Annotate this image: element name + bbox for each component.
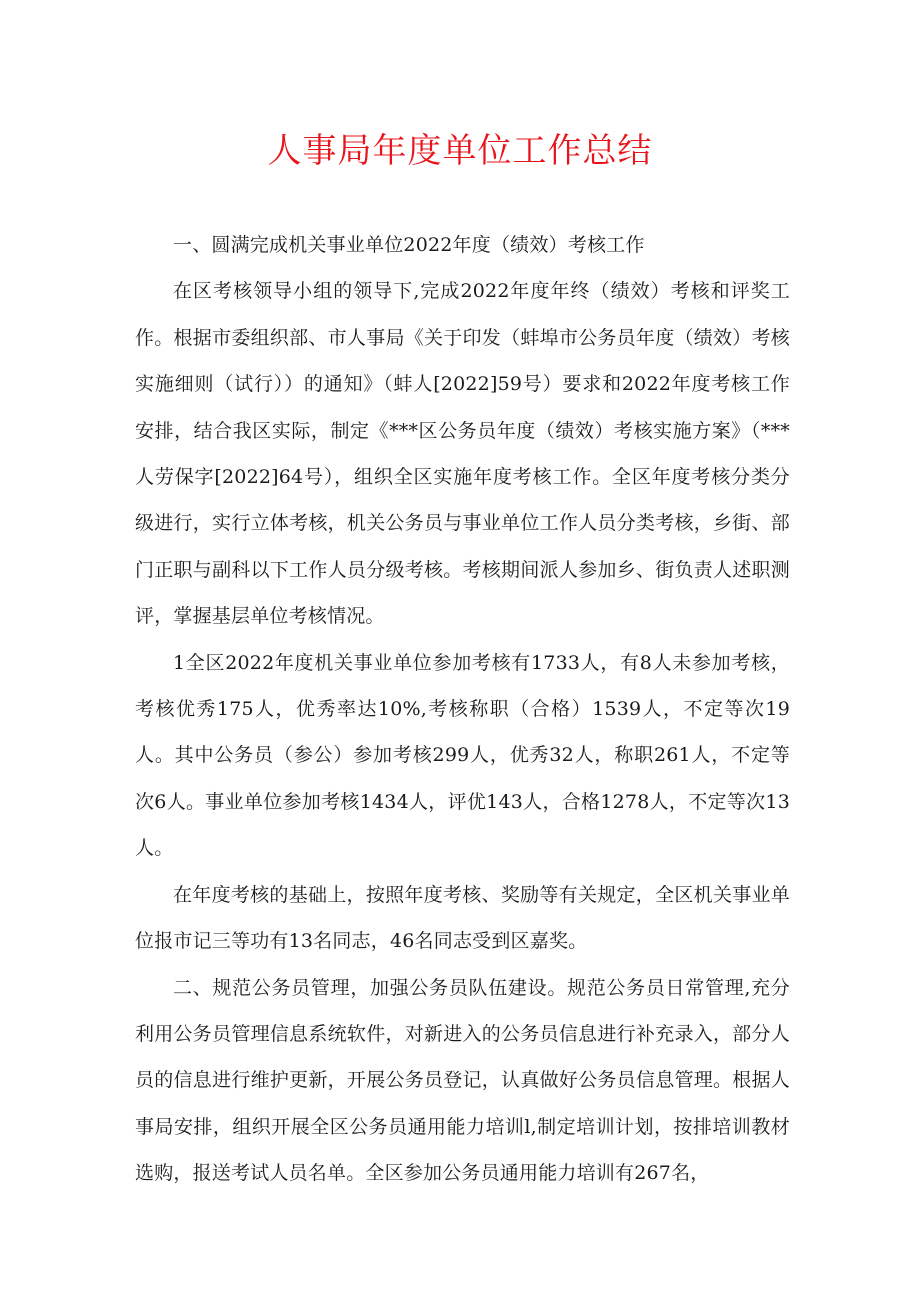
section-heading-2-paragraph: 二、规范公务员管理，加强公务员队伍建设。规范公务员日常管理,充分利用公务员管理信息系统软件，对新进入的公务员信息进行补充录入，部分人员的信息进行维护更新，开展公务员登记，认真做好公务员信息管理。根据人事局安排，组织开展全区公务员通用能力培训l,制定培训计划，按排培训教材选购，报送考试人员名单。全区参加公务员通用能力培训有267名， bbox=[135, 976, 790, 1185]
document-title: 人事局年度单位工作总结 bbox=[267, 131, 653, 171]
document-body bbox=[135, 222, 790, 1197]
section-heading-1: 一、圆满完成机关事业单位2022年度（绩效）考核工作 bbox=[173, 234, 645, 256]
body-paragraph: 1全区2022年度机关事业单位参加考核有1733人，有8人未参加考核，考核优秀175人，优秀率达10%,考核称职（合格）1539人，不定等次19人。其中公务员（参公）参加考核299人，优秀32人，称职261人，不定等次6人。事业单位参加考核1434人，评优143人，合格1278人，不定等次13人。 bbox=[135, 651, 790, 860]
body-paragraph: 在区考核领导小组的领导下,完成2022年度年终（绩效）考核和评奖工作。根据市委组织部、市人事局《关于印发（蚌埠市公务员年度（绩效）考核实施细则（试行））的通知》（蚌人[2022]59号）要求和2022年度考核工作安排，结合我区实际，制定《***区公务员年度（绩效）考核实施方案》（***人劳保字[2022]64号），组织全区实施年度考核工作。全区年度考核分类分级进行，实行立体考核，机关公务员与事业单位工作人员分类考核，乡街、部门正职与副科以下工作人员分级考核。考核期间派人参加乡、街负责人述职测评，掌握基层单位考核情况。 bbox=[135, 280, 790, 628]
body-paragraph: 在年度考核的基础上，按照年度考核、奖励等有关规定，全区机关事业单位报市记三等功有13名同志，46名同志受到区嘉奖。 bbox=[135, 883, 790, 953]
